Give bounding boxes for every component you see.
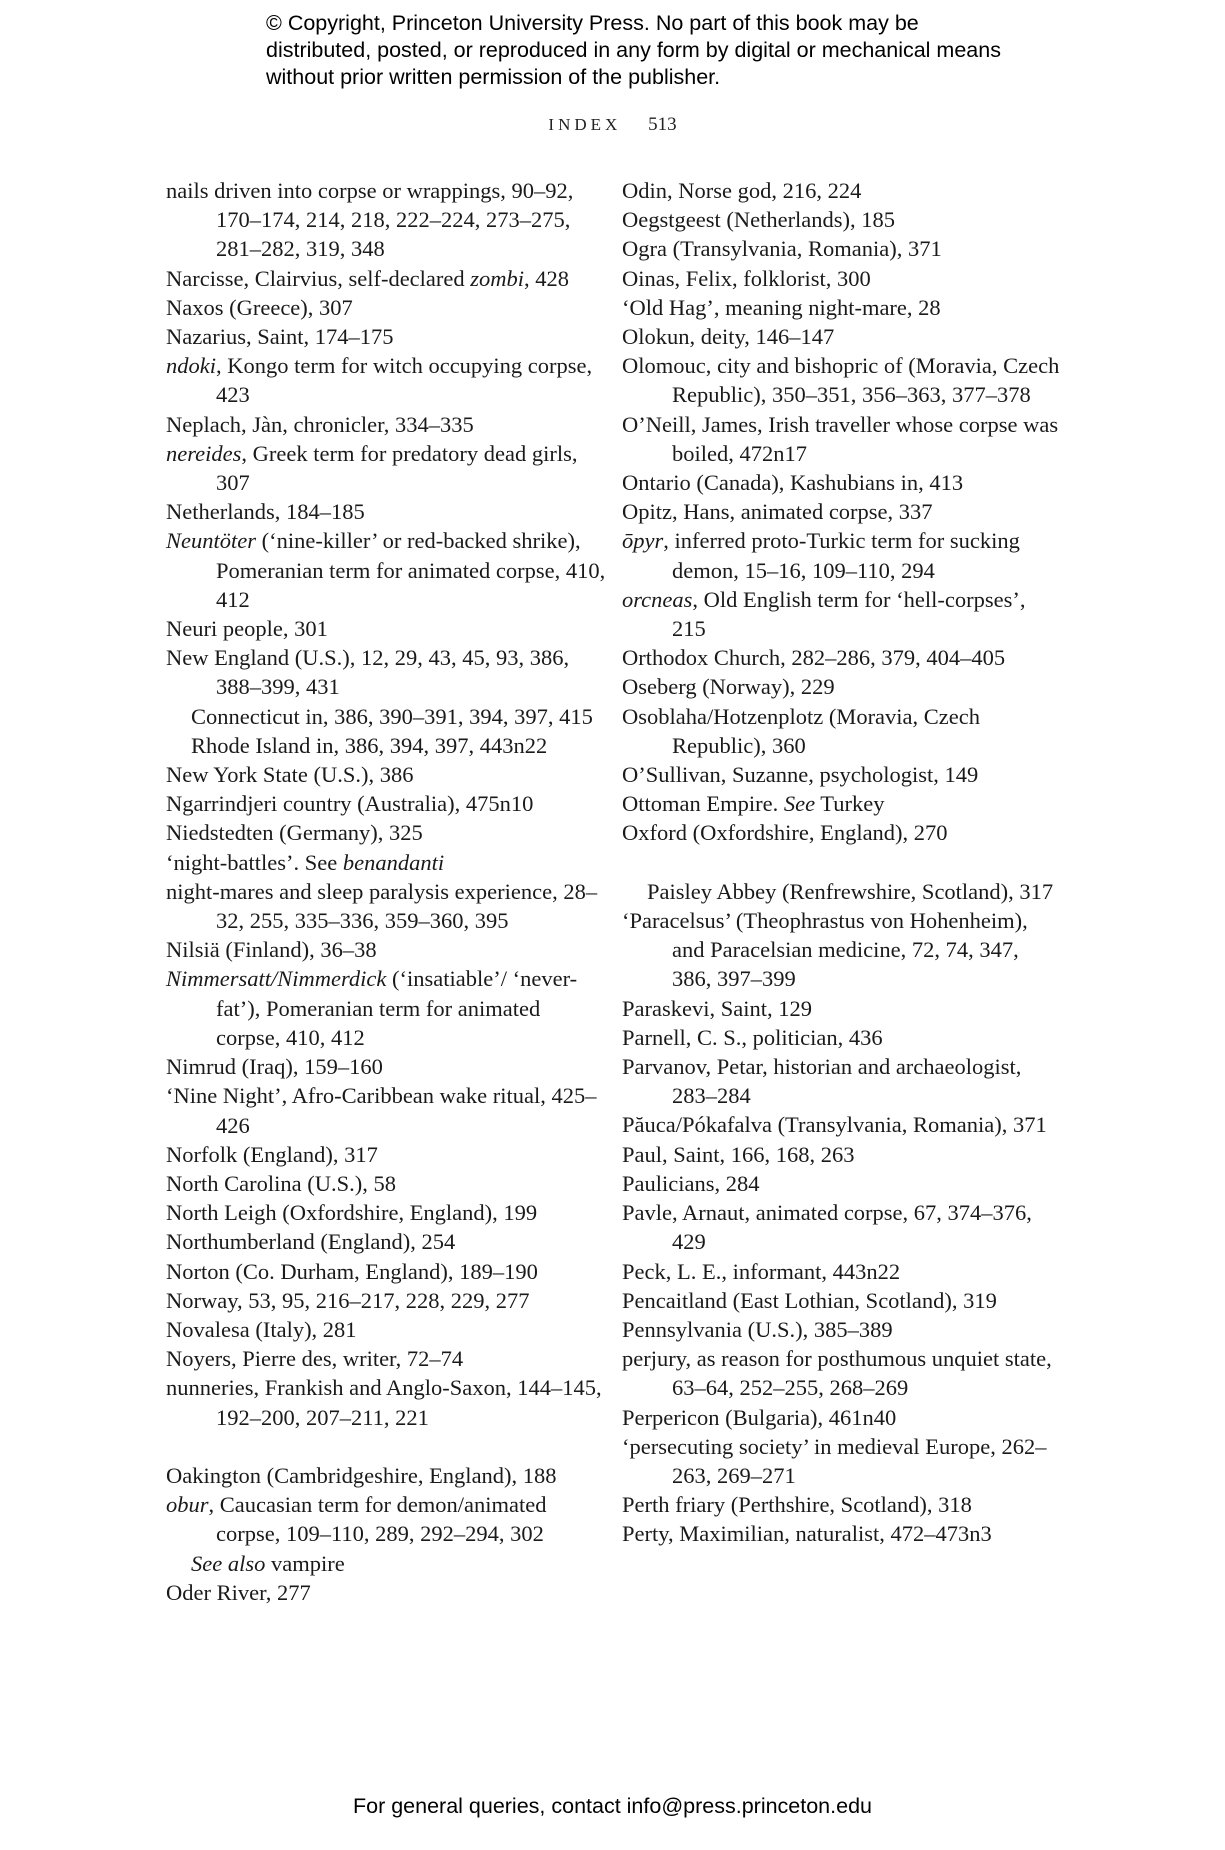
index-entry [166, 1286, 606, 1315]
index-entry [622, 1286, 1062, 1315]
index-entry [166, 1373, 606, 1431]
running-head [0, 114, 1225, 136]
entry-text: nails driven into corpse or wrappings, 90–92, 170–174, 214, 218, 222–224, 273–275, 281–282, 319, 348 [166, 178, 574, 262]
footer-contact: For general queries, contact info@press.princeton.edu [352, 1794, 872, 1818]
entry-text: Pencaitland (East Lothian, Scotland), 319 [622, 1287, 997, 1313]
entry-text: ‘persecuting society’ in medieval Europe, 262–263, 269–271 [622, 1433, 1047, 1488]
index-entry [166, 439, 606, 497]
index-entry [622, 176, 1062, 205]
entry-text-after: , Greek term for predatory dead girls, 307 [216, 440, 578, 496]
index-entry [166, 1140, 606, 1169]
entry-text: North Carolina (U.S.), 58 [166, 1170, 396, 1196]
entry-text-after: , Kongo term for witch occupying corpse, 423 [216, 353, 593, 408]
index-entry [622, 351, 1062, 409]
entry-text: Olomouc, city and bishopric of (Moravia, Czech Republic), 350–351, 356–363, 377–378 [622, 353, 1060, 408]
entry-text: Northumberland (England), 254 [166, 1229, 456, 1255]
index-entry [166, 877, 606, 935]
entry-text: Oinas, Felix, folklorist, 300 [622, 265, 871, 291]
index-entry [622, 1023, 1062, 1052]
entry-text: Novalesa (Italy), 281 [166, 1316, 357, 1342]
entry-text: Opitz, Hans, animated corpse, 337 [622, 499, 933, 525]
entry-text: ‘Nine Night’, Afro-Caribbean wake ritual, 425–426 [166, 1083, 597, 1138]
section-gap [166, 1432, 606, 1461]
index-entry [622, 293, 1062, 322]
index-entry [622, 205, 1062, 234]
index-entry [622, 877, 1062, 906]
entry-text: Norfolk (England), 317 [166, 1141, 378, 1167]
entry-text: O’Neill, James, Irish traveller whose corpse was boiled, 472n17 [622, 411, 1059, 466]
index-entry [166, 176, 606, 264]
entry-text: ‘Old Hag’, meaning night-mare, 28 [622, 294, 941, 320]
entry-text: Noyers, Pierre des, writer, 72–74 [166, 1346, 464, 1372]
entry-italic-term: benandanti [342, 849, 445, 875]
entry-text: Niedstedten (Germany), 325 [166, 820, 423, 846]
index-entry [622, 702, 1062, 760]
entry-text: nunneries, Frankish and Anglo-Saxon, 144–145, 192–200, 207–211, 221 [166, 1375, 602, 1430]
index-entry [166, 1257, 606, 1286]
running-head-label: INDEX [548, 115, 622, 134]
index-entry [166, 643, 606, 701]
index-entry [166, 1578, 606, 1607]
index-entry [622, 818, 1062, 847]
index-entry [166, 351, 606, 409]
index-entry [622, 672, 1062, 701]
index-entry [622, 906, 1062, 994]
index-entry [166, 1198, 606, 1227]
index-entry [166, 848, 606, 877]
index-entry [166, 293, 606, 322]
entry-text: Odin, Norse god, 216, 224 [622, 178, 862, 203]
entry-text: Peck, L. E., informant, 443n22 [622, 1258, 901, 1284]
index-entry [166, 497, 606, 526]
index-entry [166, 1227, 606, 1256]
entry-text: Oder River, 277 [166, 1579, 311, 1605]
index-entry [622, 760, 1062, 789]
entry-italic-term: ndoki [166, 353, 216, 379]
index-entry [622, 1490, 1062, 1519]
entry-italic-term: Neuntöter [166, 528, 256, 554]
index-entry [622, 1140, 1062, 1169]
index-entry [166, 1549, 606, 1578]
entry-text: Neuri people, 301 [166, 616, 328, 642]
entry-text-after: , inferred proto-Turkic term for sucking demon, 15–16, 109–110, 294 [663, 528, 1020, 583]
index-entry [166, 1315, 606, 1344]
entry-text: Oegstgeest (Netherlands), 185 [622, 207, 896, 233]
index-entry [622, 1432, 1062, 1490]
entry-text: Narcisse, Clairvius, self-declared [166, 265, 471, 291]
entry-text: North Leigh (Oxfordshire, England), 199 [166, 1200, 538, 1226]
entry-text: Paulicians, 284 [622, 1170, 760, 1196]
index-entry [166, 410, 606, 439]
entry-italic-term: ōpyr [622, 528, 664, 554]
index-entry [622, 1315, 1062, 1344]
entry-text: Connecticut in, 386, 390–391, 394, 397, 415 [191, 703, 593, 729]
index-entry [622, 1052, 1062, 1110]
entry-text: Nilsiä (Finland), 36–38 [166, 937, 377, 963]
index-entry [622, 1110, 1062, 1139]
entry-italic-term: See also [191, 1550, 266, 1576]
index-entry [166, 1490, 606, 1548]
entry-text: O’Sullivan, Suzanne, psychologist, 149 [622, 762, 979, 788]
entry-text-after: , 428 [524, 265, 570, 291]
page-number: 513 [648, 114, 677, 135]
index-entry [622, 1169, 1062, 1198]
index-entry [166, 526, 606, 614]
index-entry [622, 322, 1062, 351]
index-entry [622, 1257, 1062, 1286]
index-entry [166, 789, 606, 818]
entry-italic-term: nereides [166, 440, 242, 466]
index-entry [622, 994, 1062, 1023]
index-entry [166, 964, 606, 1052]
entry-text: perjury, as reason for posthumous unquiet state, 63–64, 252–255, 268–269 [622, 1346, 1052, 1401]
section-gap [622, 848, 1062, 877]
entry-text: Nazarius, Saint, 174–175 [166, 324, 394, 350]
index-entry [622, 1519, 1062, 1548]
index-entry [166, 1344, 606, 1373]
entry-text: Parvanov, Petar, historian and archaeologist, 283–284 [622, 1054, 1022, 1109]
entry-text: Păuca/Pókafalva (Transylvania, Romania), 371 [622, 1112, 1047, 1138]
entry-text: Paisley Abbey (Renfrewshire, Scotland), 317 [647, 878, 1054, 904]
entry-text: Perpericon (Bulgaria), 461n40 [622, 1404, 897, 1430]
entry-text: Neplach, Jàn, chronicler, 334–335 [166, 411, 474, 437]
entry-text-after: , Caucasian term for demon/animated corpse, 109–110, 289, 292–294, 302 [208, 1492, 547, 1547]
index-entry [622, 1344, 1062, 1402]
entry-text: Ontario (Canada), Kashubians in, 413 [622, 470, 964, 496]
entry-text: Pavle, Arnaut, animated corpse, 67, 374–376, 429 [622, 1200, 1032, 1255]
entry-text: night-mares and sleep paralysis experience, 28–32, 255, 335–336, 359–360, 395 [166, 878, 598, 934]
index-entry [166, 322, 606, 351]
entry-text: Paul, Saint, 166, 168, 263 [622, 1141, 855, 1167]
entry-text: Paraskevi, Saint, 129 [622, 995, 812, 1021]
index-column-left [166, 176, 606, 1607]
index-entry [166, 1052, 606, 1081]
entry-text: Netherlands, 184–185 [166, 499, 365, 525]
copyright-notice: © Copyright, Princeton University Press. No part of this book may be distributed, posted, or reproduced in any form by digital or mechanical means without prior written permission of the publisher. [266, 11, 1001, 89]
index-entry [166, 702, 606, 731]
index-entry [622, 1198, 1062, 1256]
index-entry [622, 1403, 1062, 1432]
index-entry [166, 264, 606, 293]
entry-text: Norton (Co. Durham, England), 189–190 [166, 1258, 538, 1284]
entry-text: Parnell, C. S., politician, 436 [622, 1024, 883, 1050]
index-entry [622, 643, 1062, 672]
entry-text: Perty, Maximilian, naturalist, 472–473n3 [622, 1521, 992, 1547]
entry-text: Nimrud (Iraq), 159–160 [166, 1054, 383, 1080]
entry-text-after: vampire [265, 1550, 345, 1576]
index-entry [166, 935, 606, 964]
index-entry [622, 585, 1062, 643]
index-entry [166, 818, 606, 847]
entry-text-after: Turkey [815, 791, 885, 817]
index-entry [166, 1461, 606, 1490]
index-entry [622, 264, 1062, 293]
entry-text: Osoblaha/Hotzenplotz (Moravia, Czech Republic), 360 [622, 703, 981, 758]
entry-text: Oxford (Oxfordshire, England), 270 [622, 820, 948, 846]
entry-italic-term: Nimmersatt/Nimmerdick [166, 966, 387, 992]
entry-text: New England (U.S.), 12, 29, 43, 45, 93, 386, 388–399, 431 [166, 645, 570, 700]
entry-italic-term: zombi [470, 265, 525, 291]
entry-text: Norway, 53, 95, 216–217, 228, 229, 277 [166, 1287, 530, 1313]
entry-text-after: , Old English term for ‘hell-corpses’, 215 [672, 586, 1026, 642]
entry-text: Ngarrindjeri country (Australia), 475n10 [166, 791, 534, 817]
index-entry [166, 760, 606, 789]
index-entry [622, 468, 1062, 497]
entry-text: Pennsylvania (U.S.), 385–389 [622, 1316, 893, 1342]
entry-text: Naxos (Greece), 307 [166, 294, 353, 320]
entry-text: Orthodox Church, 282–286, 379, 404–405 [622, 645, 1006, 671]
entry-text: Oakington (Cambridgeshire, England), 188 [166, 1462, 557, 1488]
index-entry [622, 497, 1062, 526]
index-entry [622, 234, 1062, 263]
index-entry [166, 1081, 606, 1139]
index-entry [166, 614, 606, 643]
index-entry [622, 789, 1062, 818]
index-column-right [622, 176, 1062, 1549]
entry-text: ‘Paracelsus’ (Theophrastus von Hohenheim), and Paracelsian medicine, 72, 74, 347, 386, 397–399 [622, 908, 1028, 992]
index-entry [622, 410, 1062, 468]
entry-text: Ottoman Empire. [622, 791, 784, 817]
entry-text-after: (‘nine-killer’ or red-backed shrike), Pomeranian term for animated corpse, 410, 412 [216, 528, 606, 612]
entry-text: Perth friary (Perthshire, Scotland), 318 [622, 1492, 972, 1518]
entry-italic-term: orcneas [622, 586, 693, 612]
entry-italic-term: See [783, 791, 816, 817]
entry-text-after: (‘insatiable’/ ‘never-fat’), Pomeranian term for animated corpse, 410, 412 [216, 966, 578, 1050]
entry-text: Olokun, deity, 146–147 [622, 324, 835, 350]
index-entry [166, 731, 606, 760]
index-entry [166, 1169, 606, 1198]
entry-italic-term: obur [166, 1492, 209, 1518]
entry-text: New York State (U.S.), 386 [166, 762, 414, 788]
entry-text: ‘night-battles’. See [166, 849, 343, 875]
entry-text: Ogra (Transylvania, Romania), 371 [622, 236, 942, 262]
entry-text: Rhode Island in, 386, 394, 397, 443n22 [191, 732, 548, 758]
index-entry [622, 526, 1062, 584]
entry-text: Oseberg (Norway), 229 [622, 674, 835, 700]
